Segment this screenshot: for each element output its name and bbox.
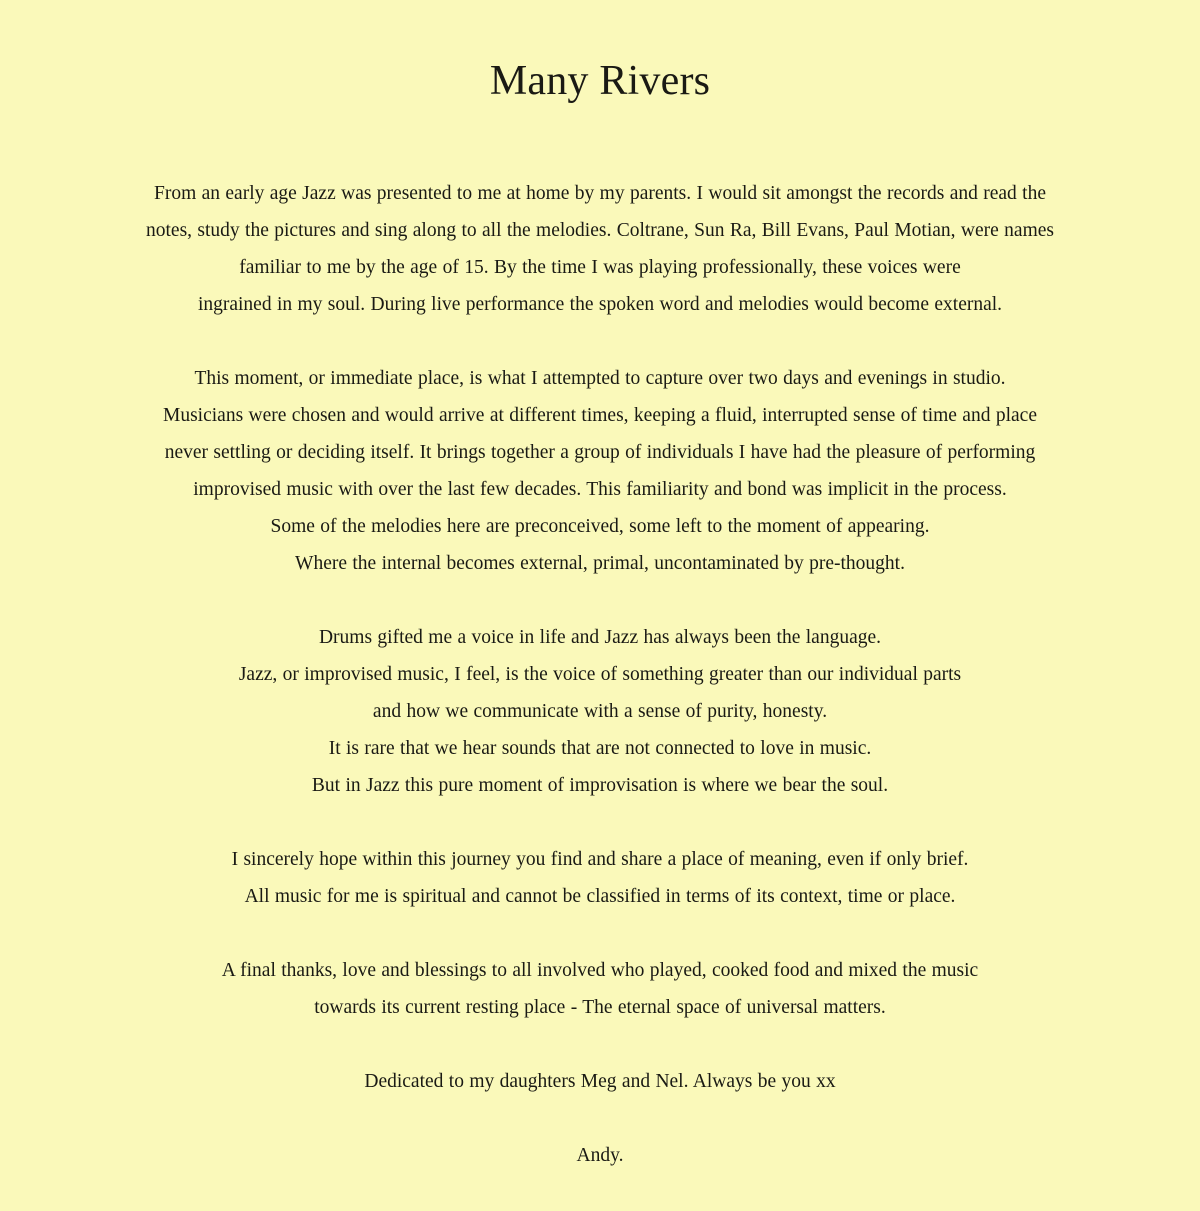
paragraph-studio-moment <box>0 360 1200 582</box>
paragraph-jazz-upbringing <box>0 175 1200 323</box>
text-line: But in Jazz this pure moment of improvisation is where we bear the soul. <box>311 775 889 796</box>
text-line: Drums gifted me a voice in life and Jazz has always been the language. <box>318 627 882 648</box>
signature <box>0 1137 1200 1174</box>
text-line: This moment, or immediate place, is what I attempted to capture over two days and evenings in studio. <box>194 368 1006 389</box>
paragraph-dedication <box>0 1063 1200 1100</box>
text-line: All music for me is spiritual and cannot be classified in terms of its context, time or place. <box>244 886 956 907</box>
text-line: It is rare that we hear sounds that are not connected to love in music. <box>328 738 872 759</box>
document-body <box>0 175 1200 1211</box>
text-line: notes, study the pictures and sing along to all the melodies. Coltrane, Sun Ra, Bill Evans, Paul Motian, were names <box>146 220 1054 241</box>
text-line: and how we communicate with a sense of purity, honesty. <box>372 701 828 722</box>
text-line: Musicians were chosen and would arrive at different times, keeping a fluid, interrupted sense of time and place <box>163 405 1037 426</box>
text-line: familiar to me by the age of 15. By the time I was playing professionally, these voices were <box>239 257 961 278</box>
page-title: Many Rivers <box>489 58 711 104</box>
paragraph-journey <box>0 841 1200 915</box>
text-line: From an early age Jazz was presented to me at home by my parents. I would sit amongst the records and read the <box>153 183 1046 204</box>
text-line: ingrained in my soul. During live performance the spoken word and melodies would become external. <box>197 294 1003 315</box>
dedication-line: Dedicated to my daughters Meg and Nel. Always be you xx <box>364 1071 836 1092</box>
text-line: I sincerely hope within this journey you find and share a place of meaning, even if only brief. <box>231 849 969 870</box>
text-line: Some of the melodies here are preconceived, some left to the moment of appearing. <box>270 516 930 537</box>
text-line: Jazz, or improvised music, I feel, is the voice of something greater than our individual parts <box>238 664 962 685</box>
text-line: A final thanks, love and blessings to all involved who played, cooked food and mixed the music <box>221 960 979 981</box>
text-line: towards its current resting place - The eternal space of universal matters. <box>314 997 886 1018</box>
signature-line: Andy. <box>576 1145 624 1166</box>
text-line: improvised music with over the last few decades. This familiarity and bond was implicit in the process. <box>193 479 1007 500</box>
text-line: Where the internal becomes external, primal, uncontaminated by pre-thought. <box>295 553 905 574</box>
paragraph-drums-voice <box>0 619 1200 804</box>
paragraph-thanks <box>0 952 1200 1026</box>
text-line: never settling or deciding itself. It brings together a group of individuals I have had the pleasure of performing <box>164 442 1036 463</box>
